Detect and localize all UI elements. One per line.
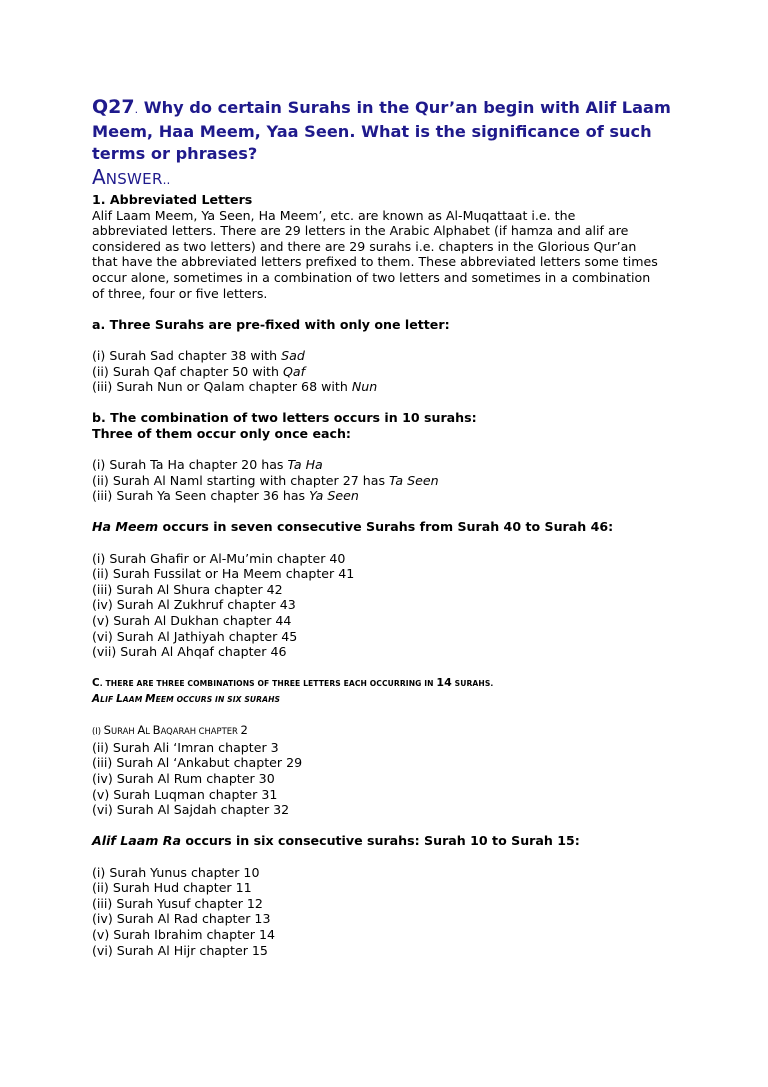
paragraph-line: considered as two letters) and there are 29 surahs i.e. chapters in the Glorious Qur’an: [92, 238, 637, 254]
list-item: (v) Surah Luqman chapter 31: [92, 786, 278, 802]
section-a-heading: a. Three Surahs are pre-fixed with only one letter:: [92, 316, 450, 332]
list-item: (vi) Surah Al Hijr chapter 15: [92, 942, 268, 958]
paragraph-line: Alif Laam Meem, Ya Seen, Ha Meem’, etc. are known as Al-Muqattaat i.e. the: [92, 207, 576, 223]
section-hameem-list: [92, 551, 692, 660]
question-heading: [92, 96, 692, 165]
section-alr-list: [92, 865, 692, 959]
list-item: (i) Surah Ta Ha chapter 20 has Ta Ha: [92, 457, 323, 473]
list-item: (iii) Surah Yusuf chapter 12: [92, 895, 263, 911]
list-item: (i) Surah Sad chapter 38 with Sad: [92, 347, 305, 363]
question-number: Q27: [92, 96, 135, 118]
section-a-list: [92, 348, 692, 395]
section-c-subheading: ALIF LAAM MEEM OCCURS IN SIX SURAHS: [92, 693, 281, 705]
list-item: (ii) Surah Al Naml starting with chapter 27 has Ta Seen: [92, 472, 439, 488]
list-item: (i) Surah Ghafir or Al-Mu’min chapter 40: [92, 550, 346, 566]
question-text: Why do certain Surahs in the Qur’an begin with Alif Laam Meem, Haa Meem, Yaa Seen. What is the significance of such terms or phrases?: [92, 98, 671, 163]
section-b-list: [92, 457, 692, 504]
list-item: (i) Surah Yunus chapter 10: [92, 864, 260, 880]
list-item: (iii) Surah Al Shura chapter 42: [92, 581, 283, 597]
list-item: (iii) Surah Al ‘Ankabut chapter 29: [92, 755, 303, 771]
paragraph-line: of three, four or five letters.: [92, 285, 268, 301]
section1-paragraph: [92, 208, 692, 302]
paragraph-line: abbreviated letters. There are 29 letters in the Arabic Alphabet (if hamza and alif are: [92, 223, 629, 239]
list-item: (I) SURAH AL BAQARAH CHAPTER 2: [92, 723, 248, 738]
section-b-heading: b. The combination of two letters occurs in 10 surahs:: [92, 410, 477, 426]
section-b-subheading: Three of them occur only once each:: [92, 425, 351, 441]
list-item: (vii) Surah Al Ahqaf chapter 46: [92, 644, 287, 660]
section-alr-heading: Alif Laam Ra occurs in six consecutive surahs: Surah 10 to Surah 15:: [92, 833, 580, 849]
document-page: [92, 96, 692, 958]
list-item: (vi) Surah Al Sajdah chapter 32: [92, 802, 290, 818]
paragraph-line: that have the abbreviated letters prefixed to them. These abbreviated letters some times: [92, 254, 658, 270]
section-c-heading: C. THERE ARE THREE COMBINATIONS OF THREE LETTERS EACH OCCURRING IN 14 SURAHS.: [92, 676, 494, 690]
question-dot: .: [134, 103, 139, 116]
list-item: (iv) Surah Al Zukhruf chapter 43: [92, 597, 296, 613]
section-c-list: [92, 723, 692, 818]
section-hameem-heading: Ha Meem occurs in seven consecutive Surahs from Surah 40 to Surah 46:: [92, 519, 614, 535]
list-item: (iii) Surah Ya Seen chapter 36 has Ya Seen: [92, 488, 359, 504]
list-item: (ii) Surah Qaf chapter 50 with Qaf: [92, 363, 306, 379]
list-item: (ii) Surah Hud chapter 11: [92, 880, 252, 896]
list-item: (v) Surah Al Dukhan chapter 44: [92, 613, 292, 629]
list-item: (ii) Surah Ali ‘Imran chapter 3: [92, 739, 279, 755]
section1-heading: 1. Abbreviated Letters: [92, 192, 253, 207]
list-item: (v) Surah Ibrahim chapter 14: [92, 926, 276, 942]
list-item: (ii) Surah Fussilat or Ha Meem chapter 41: [92, 566, 355, 582]
list-item: (iv) Surah Al Rad chapter 13: [92, 911, 271, 927]
list-item: (iv) Surah Al Rum chapter 30: [92, 770, 275, 786]
paragraph-line: occur alone, sometimes in a combination of two letters and sometimes in a combination: [92, 269, 651, 285]
answer-label: ANSWER..: [92, 165, 171, 189]
list-item: (vi) Surah Al Jathiyah chapter 45: [92, 628, 298, 644]
list-item: (iii) Surah Nun or Qalam chapter 68 with Nun: [92, 379, 378, 395]
